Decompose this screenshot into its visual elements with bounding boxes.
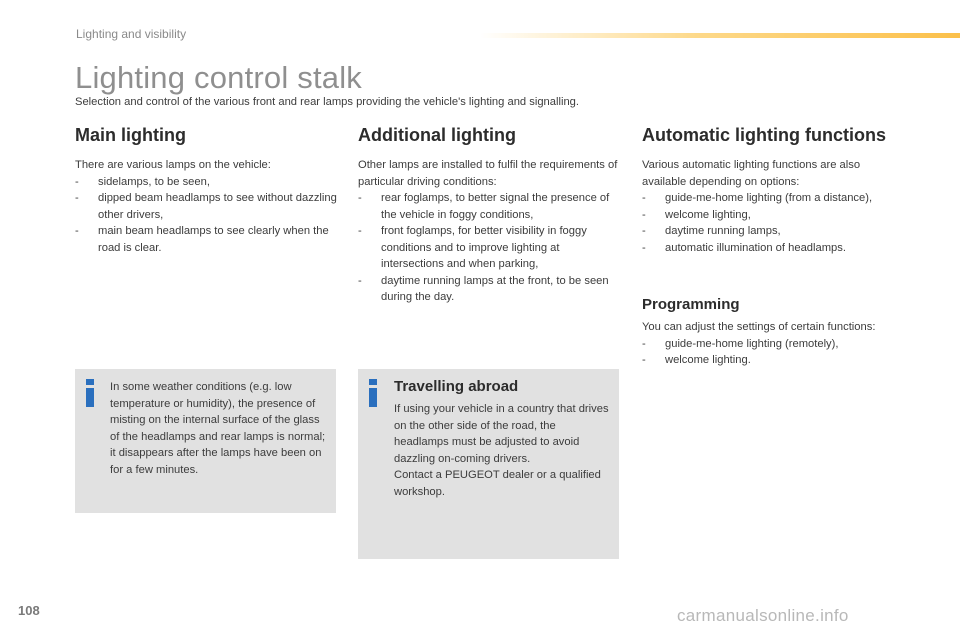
- list-item: - main beam headlamps to see clearly when the road is clear.: [75, 223, 337, 256]
- section-label: Lighting and visibility: [76, 27, 187, 41]
- list-item: - guide-me-home lighting (remotely),: [642, 336, 912, 353]
- list-item: - front foglamps, for better visibility in foggy conditions and to improve lighting at intersections and when parking,: [358, 223, 622, 273]
- main-lighting-heading: Main lighting: [75, 125, 186, 145]
- info-box-weather-text: In some weather conditions (e.g. low temperature or humidity), the presence of misting on the internal surface of the glass of the headlamps and rear lamps is normal; it disappears after the lamps have been on for a few minutes.: [110, 381, 326, 476]
- automatic-lighting-list: [642, 190, 906, 256]
- list-item: - daytime running lamps at the front, to be seen during the day.: [358, 273, 622, 306]
- list-item: - rear foglamps, to better signal the presence of the vehicle in foggy conditions,: [358, 190, 622, 223]
- info-icon: [366, 379, 380, 407]
- main-lighting-intro: There are various lamps on the vehicle:: [75, 159, 271, 171]
- page-title: Lighting control stalk: [75, 60, 363, 95]
- main-lighting-body: [75, 157, 337, 256]
- info-box-weather: [75, 369, 336, 513]
- programming-body: [642, 319, 912, 369]
- list-item: - automatic illumination of headlamps.: [642, 240, 906, 257]
- watermark: carmanualsonline.info: [677, 606, 849, 625]
- page-intro: Selection and control of the various front and rear lamps providing the vehicle's lighting and signalling.: [75, 96, 580, 108]
- additional-lighting-heading: Additional lighting: [358, 125, 516, 145]
- programming-heading: Programming: [642, 296, 740, 313]
- info-box-travel-text: [394, 401, 610, 500]
- list-item: - welcome lighting,: [642, 207, 906, 224]
- programming-intro: You can adjust the settings of certain functions:: [642, 321, 876, 333]
- info-box-travel: [358, 369, 619, 559]
- header-accent-bar: [480, 33, 960, 38]
- list-item: - sidelamps, to be seen,: [75, 174, 337, 191]
- list-item: - guide-me-home lighting (from a distance),: [642, 190, 906, 207]
- automatic-lighting-heading: Automatic lighting functions: [642, 125, 886, 145]
- list-item: - welcome lighting.: [642, 352, 912, 369]
- main-lighting-list: [75, 174, 337, 257]
- additional-lighting-intro: Other lamps are installed to fulfil the requirements of particular driving conditions:: [358, 159, 618, 188]
- list-item: - dipped beam headlamps to see without dazzling other drivers,: [75, 190, 337, 223]
- additional-lighting-body: [358, 157, 622, 306]
- additional-lighting-list: [358, 190, 622, 306]
- page-number: 108: [18, 603, 40, 618]
- automatic-lighting-body: [642, 157, 906, 256]
- programming-list: [642, 336, 912, 369]
- info-icon: [83, 379, 97, 407]
- travelling-abroad-heading: Travelling abroad: [394, 378, 519, 395]
- automatic-lighting-intro: Various automatic lighting functions are also available depending on options:: [642, 159, 861, 188]
- travel-text-line1: If using your vehicle in a country that drives on the other side of the road, the headlamps must be adjusted to avoid dazzling on-coming drivers.: [394, 403, 609, 465]
- list-item: - daytime running lamps,: [642, 223, 906, 240]
- travel-text-line2: Contact a PEUGEOT dealer or a qualified workshop.: [394, 469, 601, 498]
